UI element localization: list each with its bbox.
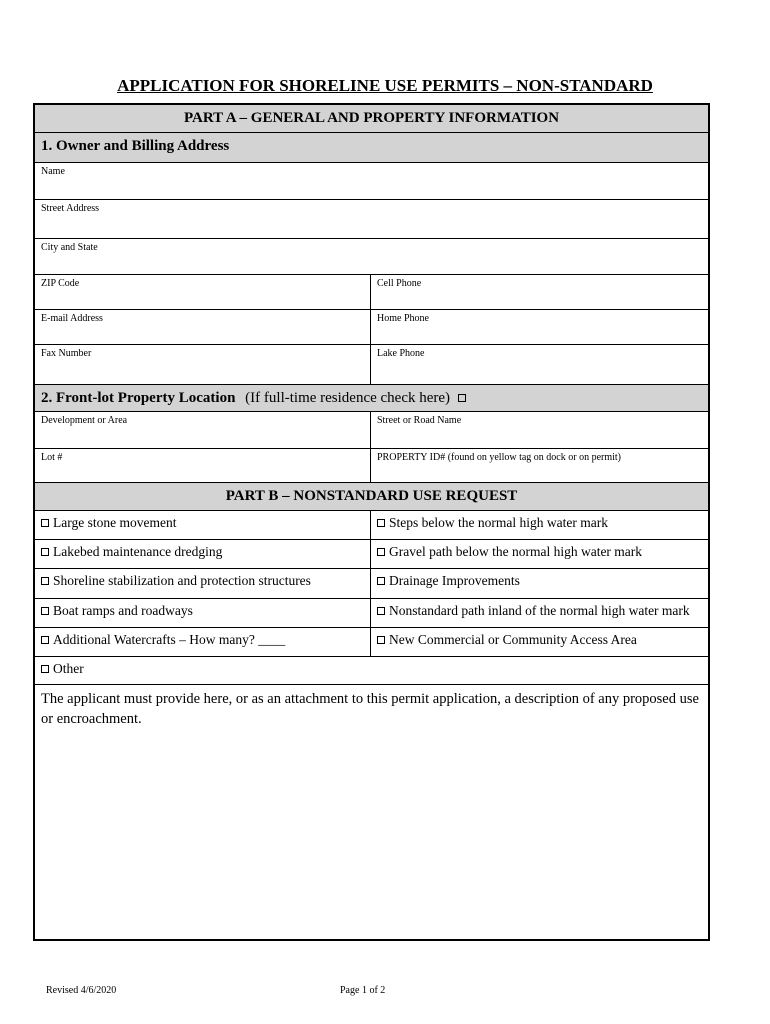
property-id-field[interactable] [371,449,708,482]
option-gravel-path[interactable] [371,540,708,568]
checkbox[interactable] [377,548,385,556]
section2-heading [35,385,708,412]
checkbox[interactable] [41,577,49,585]
option-label: Gravel path below the normal high water mark [389,544,643,559]
description-instructions: The applicant must provide here, or as an attachment to this permit application, a description of any proposed use or encroachment. [41,691,699,727]
option-other[interactable] [35,657,708,685]
option-row-3 [35,569,708,599]
checkbox[interactable] [377,607,385,615]
form-title: APPLICATION FOR SHORELINE USE PERMITS – NON-STANDARD [117,76,653,95]
option-label: Other [53,661,84,676]
lot-property-row [35,449,708,483]
section1-heading [35,133,708,163]
name-field[interactable] [35,163,708,200]
checkbox[interactable] [377,519,385,527]
property-id-label: PROPERTY ID# (found on yellow tag on dock or on permit) [377,452,621,463]
cell-phone-field[interactable] [371,275,708,309]
road-name-label: Street or Road Name [377,415,462,426]
option-label: Shoreline stabilization and protection structures [53,573,311,588]
checkbox[interactable] [41,519,49,527]
option-label: Nonstandard path inland of the normal high water mark [389,603,690,618]
email-field[interactable] [35,310,371,344]
city-state-label: City and State [41,242,98,253]
road-name-field[interactable] [371,412,708,448]
lake-phone-label: Lake Phone [377,348,425,359]
home-phone-field[interactable] [371,310,708,344]
option-label: Large stone movement [53,515,177,530]
zip-code-field[interactable] [35,275,371,309]
option-shoreline-stabilization[interactable] [35,569,371,598]
checkbox[interactable] [377,636,385,644]
lot-label: Lot # [41,452,63,463]
lake-phone-field[interactable] [371,345,708,384]
lot-field[interactable] [35,449,371,482]
cell-phone-label: Cell Phone [377,278,422,289]
email-label: E-mail Address [41,313,103,324]
option-boat-ramps[interactable] [35,599,371,627]
fax-lake-row [35,345,708,385]
description-area[interactable] [35,685,708,939]
option-label: Additional Watercrafts – How many? ____ [53,632,286,647]
application-form [33,103,710,941]
option-row-1 [35,511,708,540]
option-label: New Commercial or Community Access Area [389,632,637,647]
checkbox[interactable] [41,665,49,673]
option-row-4 [35,599,708,628]
checkbox[interactable] [41,607,49,615]
section1-heading-text: 1. Owner and Billing Address [41,138,230,154]
name-label: Name [41,166,65,177]
option-row-5 [35,628,708,657]
checkbox[interactable] [41,636,49,644]
street-address-field[interactable] [35,200,708,239]
fax-number-label: Fax Number [41,348,92,359]
development-label: Development or Area [41,415,128,426]
option-commercial-access[interactable] [371,628,708,656]
development-field[interactable] [35,412,371,448]
section2-note: (If full-time residence check here) [245,390,451,406]
option-additional-watercrafts[interactable] [35,628,371,656]
option-label: Boat ramps and roadways [53,603,193,618]
city-state-field[interactable] [35,239,708,275]
option-label: Lakebed maintenance dredging [53,544,223,559]
option-steps[interactable] [371,511,708,539]
zip-code-label: ZIP Code [41,278,80,289]
option-large-stone[interactable] [35,511,371,539]
option-nonstandard-path[interactable] [371,599,708,627]
fax-number-field[interactable] [35,345,371,384]
part-b-heading [35,483,708,511]
option-drainage[interactable] [371,569,708,598]
development-road-row [35,412,708,449]
part-b-heading-text: PART B – NONSTANDARD USE REQUEST [225,488,518,504]
page-number: Page 1 of 2 [340,985,386,996]
option-label: Steps below the normal high water mark [389,515,608,530]
zip-cell-row [35,275,708,310]
email-home-row [35,310,708,345]
checkbox[interactable] [41,548,49,556]
option-row-2 [35,540,708,569]
section2-heading-text: 2. Front-lot Property Location [41,390,236,406]
checkbox[interactable] [377,577,385,585]
part-a-heading [35,105,708,133]
revised-date: Revised 4/6/2020 [46,985,117,996]
option-dredging[interactable] [35,540,371,568]
part-a-heading-text: PART A – GENERAL AND PROPERTY INFORMATION [183,110,560,126]
home-phone-label: Home Phone [377,313,429,324]
street-address-label: Street Address [41,203,100,214]
full-time-residence-checkbox[interactable] [458,394,466,402]
option-label: Drainage Improvements [389,573,520,588]
